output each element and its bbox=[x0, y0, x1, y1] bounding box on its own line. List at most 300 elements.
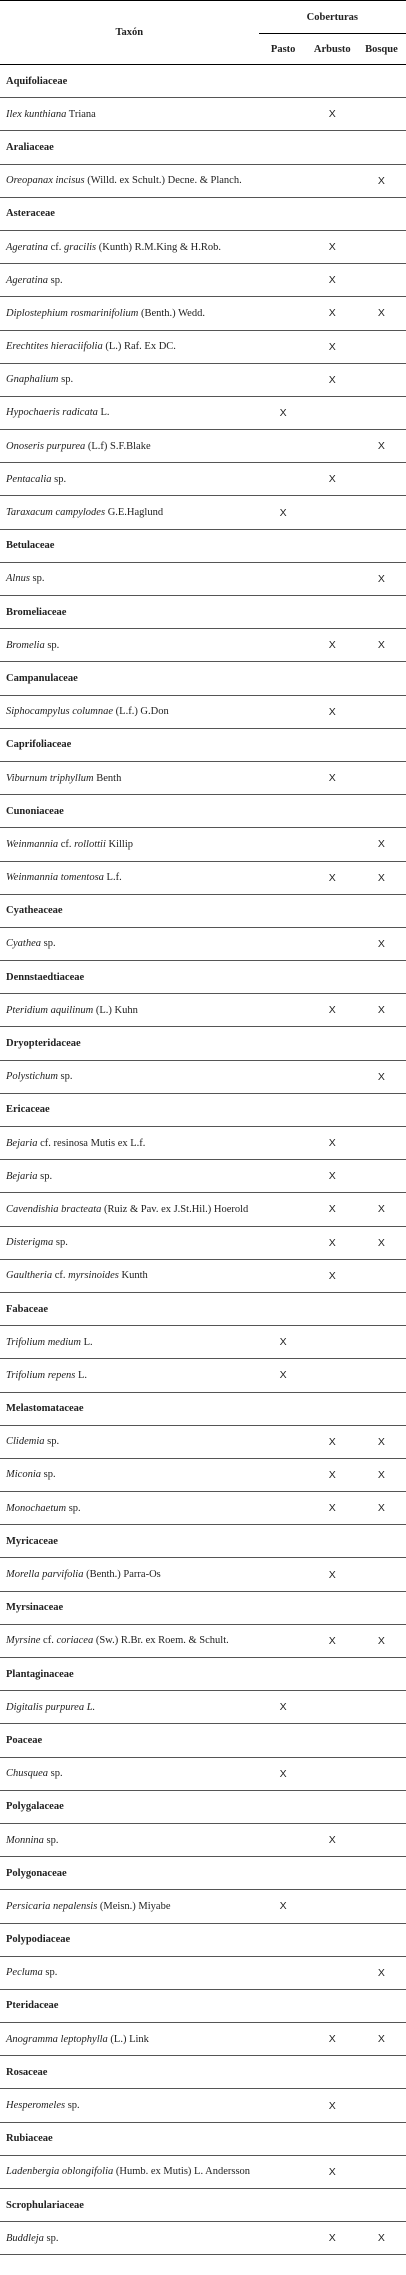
arbusto-mark: X bbox=[308, 2089, 357, 2122]
species-author: (L.) Link bbox=[107, 2033, 149, 2045]
bosque-mark bbox=[357, 1890, 406, 1923]
arbusto-mark: X bbox=[308, 761, 357, 794]
bosque-mark bbox=[357, 1757, 406, 1790]
species-author: sp. bbox=[44, 639, 60, 651]
species-author: Triana bbox=[66, 108, 96, 120]
pasto-mark: X bbox=[259, 396, 308, 429]
species-author: (Humb. ex Mutis) L. Andersson bbox=[113, 2166, 251, 2178]
family-row bbox=[0, 596, 406, 629]
pasto-mark bbox=[259, 1127, 308, 1160]
bosque-header: Bosque bbox=[357, 34, 406, 65]
species-author: sp. bbox=[51, 473, 67, 485]
species-name bbox=[0, 828, 259, 861]
pasto-mark bbox=[259, 264, 308, 297]
arbusto-mark: X bbox=[308, 1160, 357, 1193]
species-row bbox=[0, 1757, 406, 1790]
family-name: Araliaceae bbox=[0, 131, 406, 164]
family-row bbox=[0, 529, 406, 562]
species-row bbox=[0, 2089, 406, 2122]
family-name: Polypodiaceae bbox=[0, 1923, 406, 1956]
bosque-mark: X bbox=[357, 629, 406, 662]
family-name: Rubiaceae bbox=[0, 2122, 406, 2155]
species-epithet: Bejaria bbox=[6, 1170, 38, 1182]
table-body bbox=[0, 65, 406, 2255]
species-name bbox=[0, 1127, 259, 1160]
arbusto-mark: X bbox=[308, 861, 357, 894]
species-name bbox=[0, 330, 259, 363]
bosque-mark: X bbox=[357, 828, 406, 861]
species-epithet: Pentacalia bbox=[6, 473, 52, 485]
species-epithet: Ageratina bbox=[6, 241, 48, 253]
bosque-mark bbox=[357, 1359, 406, 1392]
species-epithet: Digitalis purpurea L. bbox=[6, 1701, 96, 1713]
species-author: sp. bbox=[57, 1071, 73, 1083]
species-author: (L.f.) G.Don bbox=[113, 706, 169, 718]
family-name: Asteraceae bbox=[0, 197, 406, 230]
species-name bbox=[0, 1757, 259, 1790]
species-epithet: Persicaria nepalensis bbox=[6, 1900, 98, 1912]
species-row bbox=[0, 1060, 406, 1093]
species-author: (L.) Kuhn bbox=[93, 1004, 138, 1016]
species-name bbox=[0, 230, 259, 263]
bosque-mark: X bbox=[357, 1425, 406, 1458]
species-epithet: Hesperomeles bbox=[6, 2100, 66, 2112]
arbusto-mark bbox=[308, 396, 357, 429]
arbusto-mark bbox=[308, 430, 357, 463]
species-row bbox=[0, 396, 406, 429]
species-epithet: Bromelia bbox=[6, 639, 45, 651]
family-name: Aquifoliaceae bbox=[0, 65, 406, 98]
family-row bbox=[0, 1525, 406, 1558]
species-epithet: Polystichum bbox=[6, 1071, 58, 1083]
species-row bbox=[0, 994, 406, 1027]
arbusto-mark bbox=[308, 1326, 357, 1359]
bosque-mark bbox=[357, 463, 406, 496]
species-author: (Benth.) Wedd. bbox=[138, 307, 205, 319]
species-epithet: Gnaphalium bbox=[6, 374, 59, 386]
pasto-mark bbox=[259, 330, 308, 363]
species-author: cf. bbox=[40, 1635, 57, 1647]
species-author: (L.f) S.F.Blake bbox=[85, 440, 151, 452]
bosque-mark bbox=[357, 761, 406, 794]
pasto-mark bbox=[259, 695, 308, 728]
family-name: Bromeliaceae bbox=[0, 596, 406, 629]
species-epithet: Myrsine bbox=[6, 1635, 41, 1647]
species-name bbox=[0, 98, 259, 131]
species-row bbox=[0, 1558, 406, 1591]
species-epithet: Gaultheria bbox=[6, 1270, 53, 1282]
family-name: Caprifoliaceae bbox=[0, 728, 406, 761]
pasto-mark bbox=[259, 430, 308, 463]
species-author: sp. bbox=[41, 1469, 56, 1481]
species-author: cf. bbox=[48, 241, 65, 253]
species-author: L.f. bbox=[103, 872, 122, 884]
family-row bbox=[0, 131, 406, 164]
bosque-mark bbox=[357, 1259, 406, 1292]
arbusto-mark: X bbox=[308, 994, 357, 1027]
species-name bbox=[0, 994, 259, 1027]
family-name: Ericaceae bbox=[0, 1093, 406, 1126]
species-row bbox=[0, 1691, 406, 1724]
bosque-mark: X bbox=[357, 1956, 406, 1989]
species-author: sp. bbox=[41, 938, 56, 950]
arbusto-mark: X bbox=[308, 2155, 357, 2188]
species-epithet: Oreopanax incisus bbox=[6, 175, 85, 187]
family-name: Campanulaceae bbox=[0, 662, 406, 695]
arbusto-mark: X bbox=[308, 1492, 357, 1525]
species-epithet: Pteridium aquilinum bbox=[6, 1004, 94, 1016]
pasto-mark bbox=[259, 562, 308, 595]
species-author: sp. bbox=[37, 1170, 53, 1182]
family-row bbox=[0, 1724, 406, 1757]
species-name bbox=[0, 1259, 259, 1292]
family-row bbox=[0, 1591, 406, 1624]
species-row bbox=[0, 1127, 406, 1160]
arbusto-mark bbox=[308, 1757, 357, 1790]
species-row bbox=[0, 330, 406, 363]
species-name bbox=[0, 2023, 259, 2056]
species-row bbox=[0, 1259, 406, 1292]
family-row bbox=[0, 65, 406, 98]
family-row bbox=[0, 2122, 406, 2155]
bosque-mark bbox=[357, 363, 406, 396]
species-epithet: Morella parvifolia bbox=[6, 1569, 84, 1581]
bosque-mark bbox=[357, 1823, 406, 1856]
species-epithet: Cyathea bbox=[6, 938, 41, 950]
species-epithet: Cavendishia bracteata bbox=[6, 1203, 102, 1215]
pasto-mark bbox=[259, 1060, 308, 1093]
family-name: Polygalaceae bbox=[0, 1790, 406, 1823]
arbusto-mark: X bbox=[308, 2222, 357, 2255]
pasto-mark bbox=[259, 761, 308, 794]
species-epithet: Ladenbergia oblongifolia bbox=[6, 2166, 114, 2178]
bosque-mark bbox=[357, 695, 406, 728]
bosque-mark: X bbox=[357, 861, 406, 894]
species-epithet: Miconia bbox=[6, 1469, 41, 1481]
family-name: Myrsinaceae bbox=[0, 1591, 406, 1624]
species-epithet: Diplostephium rosmarinifolium bbox=[6, 307, 139, 319]
family-name: Myricaceae bbox=[0, 1525, 406, 1558]
arbusto-mark bbox=[308, 1890, 357, 1923]
species-epithet: Weinmannia tomentosa bbox=[6, 872, 104, 884]
species-epithet: Bejaria bbox=[6, 1137, 38, 1149]
species-author: L. bbox=[80, 1336, 93, 1348]
species-author: (Benth.) Parra-Os bbox=[83, 1569, 161, 1581]
species-epithet: Hypochaeris radicata bbox=[6, 407, 98, 419]
bosque-mark: X bbox=[357, 1492, 406, 1525]
family-name: Cunoniaceae bbox=[0, 795, 406, 828]
bosque-mark: X bbox=[357, 927, 406, 960]
species-epithet: Trifolium repens bbox=[6, 1369, 76, 1381]
bosque-mark bbox=[357, 1326, 406, 1359]
pasto-mark: X bbox=[259, 1691, 308, 1724]
arbusto-mark: X bbox=[308, 2023, 357, 2056]
pasto-mark bbox=[259, 861, 308, 894]
species-row bbox=[0, 828, 406, 861]
species-name bbox=[0, 396, 259, 429]
family-row bbox=[0, 1292, 406, 1325]
bosque-mark bbox=[357, 396, 406, 429]
species-author: sp. bbox=[65, 2100, 80, 2112]
species-name bbox=[0, 1691, 259, 1724]
arbusto-mark bbox=[308, 496, 357, 529]
species-epithet-2: coriacea bbox=[56, 1635, 94, 1647]
arbusto-mark: X bbox=[308, 1823, 357, 1856]
species-row bbox=[0, 363, 406, 396]
species-author: (Meisn.) Miyabe bbox=[97, 1900, 171, 1912]
species-row bbox=[0, 264, 406, 297]
species-row bbox=[0, 861, 406, 894]
bosque-mark bbox=[357, 496, 406, 529]
species-author: sp. bbox=[43, 2232, 59, 2244]
species-epithet: Siphocampylus columnae bbox=[6, 706, 114, 718]
species-name bbox=[0, 297, 259, 330]
bosque-mark: X bbox=[357, 297, 406, 330]
arbusto-mark: X bbox=[308, 1558, 357, 1591]
species-row bbox=[0, 1160, 406, 1193]
family-name: Polygonaceae bbox=[0, 1857, 406, 1890]
bosque-mark bbox=[357, 1691, 406, 1724]
species-row bbox=[0, 1359, 406, 1392]
arbusto-mark: X bbox=[308, 98, 357, 131]
species-author: (L.) Raf. Ex DC. bbox=[102, 341, 176, 353]
species-epithet: Onoseris purpurea bbox=[6, 440, 86, 452]
bosque-mark: X bbox=[357, 2222, 406, 2255]
pasto-mark bbox=[259, 1624, 308, 1657]
family-row bbox=[0, 1857, 406, 1890]
species-name bbox=[0, 1326, 259, 1359]
arbusto-mark: X bbox=[308, 1127, 357, 1160]
pasto-mark bbox=[259, 994, 308, 1027]
family-row bbox=[0, 1923, 406, 1956]
species-name bbox=[0, 1624, 259, 1657]
species-row bbox=[0, 1492, 406, 1525]
arbusto-mark: X bbox=[308, 629, 357, 662]
species-author-2: Kunth bbox=[118, 1270, 148, 1282]
bosque-mark: X bbox=[357, 1193, 406, 1226]
species-epithet: Anogramma leptophylla bbox=[6, 2033, 108, 2045]
bosque-mark bbox=[357, 1160, 406, 1193]
arbusto-mark bbox=[308, 1956, 357, 1989]
family-row bbox=[0, 894, 406, 927]
pasto-mark bbox=[259, 98, 308, 131]
bosque-mark: X bbox=[357, 430, 406, 463]
pasto-mark: X bbox=[259, 1359, 308, 1392]
species-name bbox=[0, 1226, 259, 1259]
bosque-mark: X bbox=[357, 164, 406, 197]
arbusto-mark bbox=[308, 562, 357, 595]
pasto-header: Pasto bbox=[259, 34, 308, 65]
species-epithet: Disterigma bbox=[6, 1237, 54, 1249]
pasto-mark bbox=[259, 1823, 308, 1856]
species-name bbox=[0, 2089, 259, 2122]
species-epithet: Trifolium medium bbox=[6, 1336, 81, 1348]
arbusto-mark: X bbox=[308, 330, 357, 363]
arbusto-mark: X bbox=[308, 695, 357, 728]
species-author: sp. bbox=[44, 1436, 60, 1448]
arbusto-mark: X bbox=[308, 1624, 357, 1657]
species-epithet: Viburnum triphyllum bbox=[6, 772, 94, 784]
family-name: Dennstaedtiaceae bbox=[0, 961, 406, 994]
species-row bbox=[0, 1226, 406, 1259]
arbusto-mark: X bbox=[308, 1259, 357, 1292]
pasto-mark bbox=[259, 164, 308, 197]
species-author: cf. bbox=[58, 838, 75, 850]
family-name: Scrophulariaceae bbox=[0, 2189, 406, 2222]
bosque-mark: X bbox=[357, 994, 406, 1027]
species-epithet: Pecluma bbox=[6, 1967, 43, 1979]
species-row bbox=[0, 2155, 406, 2188]
family-row bbox=[0, 961, 406, 994]
species-name bbox=[0, 1492, 259, 1525]
pasto-mark bbox=[259, 1458, 308, 1491]
species-name bbox=[0, 1160, 259, 1193]
family-row bbox=[0, 1790, 406, 1823]
pasto-mark bbox=[259, 629, 308, 662]
species-author: sp. bbox=[53, 1237, 68, 1249]
bosque-mark bbox=[357, 2155, 406, 2188]
species-epithet: Erechtites hieraciifolia bbox=[6, 341, 103, 353]
species-name bbox=[0, 164, 259, 197]
species-author: (Ruiz & Pav. ex J.St.Hil.) Hoerold bbox=[101, 1203, 249, 1215]
arbusto-mark: X bbox=[308, 264, 357, 297]
arbusto-mark bbox=[308, 927, 357, 960]
species-name bbox=[0, 761, 259, 794]
bosque-mark bbox=[357, 98, 406, 131]
pasto-mark: X bbox=[259, 1326, 308, 1359]
bosque-mark bbox=[357, 230, 406, 263]
species-epithet: Weinmannia bbox=[6, 838, 59, 850]
family-row bbox=[0, 1392, 406, 1425]
arbusto-mark bbox=[308, 828, 357, 861]
family-name: Rosaceae bbox=[0, 2056, 406, 2089]
species-row bbox=[0, 2222, 406, 2255]
species-name bbox=[0, 1956, 259, 1989]
species-name bbox=[0, 2222, 259, 2255]
species-epithet-2: gracilis bbox=[64, 241, 97, 253]
species-name bbox=[0, 430, 259, 463]
arbusto-mark: X bbox=[308, 363, 357, 396]
family-row bbox=[0, 1989, 406, 2022]
family-name: Betulaceae bbox=[0, 529, 406, 562]
pasto-mark: X bbox=[259, 1757, 308, 1790]
species-author: sp. bbox=[48, 1768, 63, 1780]
species-row bbox=[0, 1890, 406, 1923]
pasto-mark bbox=[259, 230, 308, 263]
species-row bbox=[0, 1326, 406, 1359]
species-name bbox=[0, 2155, 259, 2188]
family-name: Fabaceae bbox=[0, 1292, 406, 1325]
species-row bbox=[0, 562, 406, 595]
pasto-mark bbox=[259, 1956, 308, 1989]
species-author: sp. bbox=[48, 274, 63, 286]
pasto-mark: X bbox=[259, 496, 308, 529]
species-name bbox=[0, 629, 259, 662]
species-name bbox=[0, 1890, 259, 1923]
species-epithet-2: myrsinoides bbox=[68, 1270, 119, 1282]
family-name: Pteridaceae bbox=[0, 1989, 406, 2022]
family-name: Dryopteridaceae bbox=[0, 1027, 406, 1060]
species-name bbox=[0, 861, 259, 894]
bosque-mark: X bbox=[357, 1458, 406, 1491]
species-author: sp. bbox=[58, 374, 74, 386]
bosque-mark bbox=[357, 2089, 406, 2122]
pasto-mark bbox=[259, 927, 308, 960]
arbusto-mark bbox=[308, 1060, 357, 1093]
coberturas-header: Coberturas bbox=[259, 1, 406, 34]
pasto-mark bbox=[259, 2023, 308, 2056]
species-author: L. bbox=[97, 407, 110, 419]
species-row bbox=[0, 463, 406, 496]
pasto-mark bbox=[259, 1425, 308, 1458]
pasto-mark bbox=[259, 1193, 308, 1226]
species-epithet: Ageratina bbox=[6, 274, 48, 286]
arbusto-mark bbox=[308, 164, 357, 197]
bosque-mark: X bbox=[357, 1624, 406, 1657]
species-epithet: Taraxacum campylodes bbox=[6, 507, 106, 519]
species-name bbox=[0, 463, 259, 496]
species-name bbox=[0, 1823, 259, 1856]
pasto-mark bbox=[259, 1226, 308, 1259]
family-row bbox=[0, 795, 406, 828]
pasto-mark bbox=[259, 2222, 308, 2255]
family-row bbox=[0, 1093, 406, 1126]
species-author: (Willd. ex Schult.) Decne. & Planch. bbox=[84, 175, 242, 187]
species-author: Benth bbox=[93, 772, 122, 784]
species-name bbox=[0, 264, 259, 297]
species-epithet: Clidemia bbox=[6, 1436, 45, 1448]
species-epithet: Chusquea bbox=[6, 1768, 48, 1780]
species-author-2: Killip bbox=[105, 838, 134, 850]
bosque-mark: X bbox=[357, 2023, 406, 2056]
species-author-2: (Sw.) R.Br. ex Roem. & Schult. bbox=[93, 1635, 229, 1647]
species-row bbox=[0, 496, 406, 529]
pasto-mark bbox=[259, 2155, 308, 2188]
family-row bbox=[0, 1027, 406, 1060]
species-epithet: Buddleja bbox=[6, 2232, 44, 2244]
species-name bbox=[0, 927, 259, 960]
species-author: G.E.Haglund bbox=[105, 507, 164, 519]
species-name bbox=[0, 1060, 259, 1093]
species-row bbox=[0, 164, 406, 197]
family-row bbox=[0, 662, 406, 695]
species-author: sp. bbox=[43, 1834, 59, 1846]
bosque-mark bbox=[357, 264, 406, 297]
bosque-mark: X bbox=[357, 562, 406, 595]
species-row bbox=[0, 761, 406, 794]
arbusto-mark: X bbox=[308, 230, 357, 263]
species-name bbox=[0, 496, 259, 529]
arbusto-mark: X bbox=[308, 1425, 357, 1458]
arbusto-mark: X bbox=[308, 297, 357, 330]
species-author-2: (Kunth) R.M.King & H.Rob. bbox=[96, 241, 221, 253]
species-epithet: Ilex kunthiana bbox=[6, 108, 67, 120]
family-name: Cyatheaceae bbox=[0, 894, 406, 927]
family-name: Plantaginaceae bbox=[0, 1658, 406, 1691]
species-row bbox=[0, 2023, 406, 2056]
pasto-mark bbox=[259, 1259, 308, 1292]
species-row bbox=[0, 1956, 406, 1989]
species-row bbox=[0, 1624, 406, 1657]
pasto-mark bbox=[259, 363, 308, 396]
pasto-mark: X bbox=[259, 1890, 308, 1923]
species-row bbox=[0, 695, 406, 728]
arbusto-mark bbox=[308, 1691, 357, 1724]
species-epithet-2: rollottii bbox=[74, 838, 106, 850]
species-name bbox=[0, 1558, 259, 1591]
bosque-mark bbox=[357, 330, 406, 363]
pasto-mark bbox=[259, 297, 308, 330]
